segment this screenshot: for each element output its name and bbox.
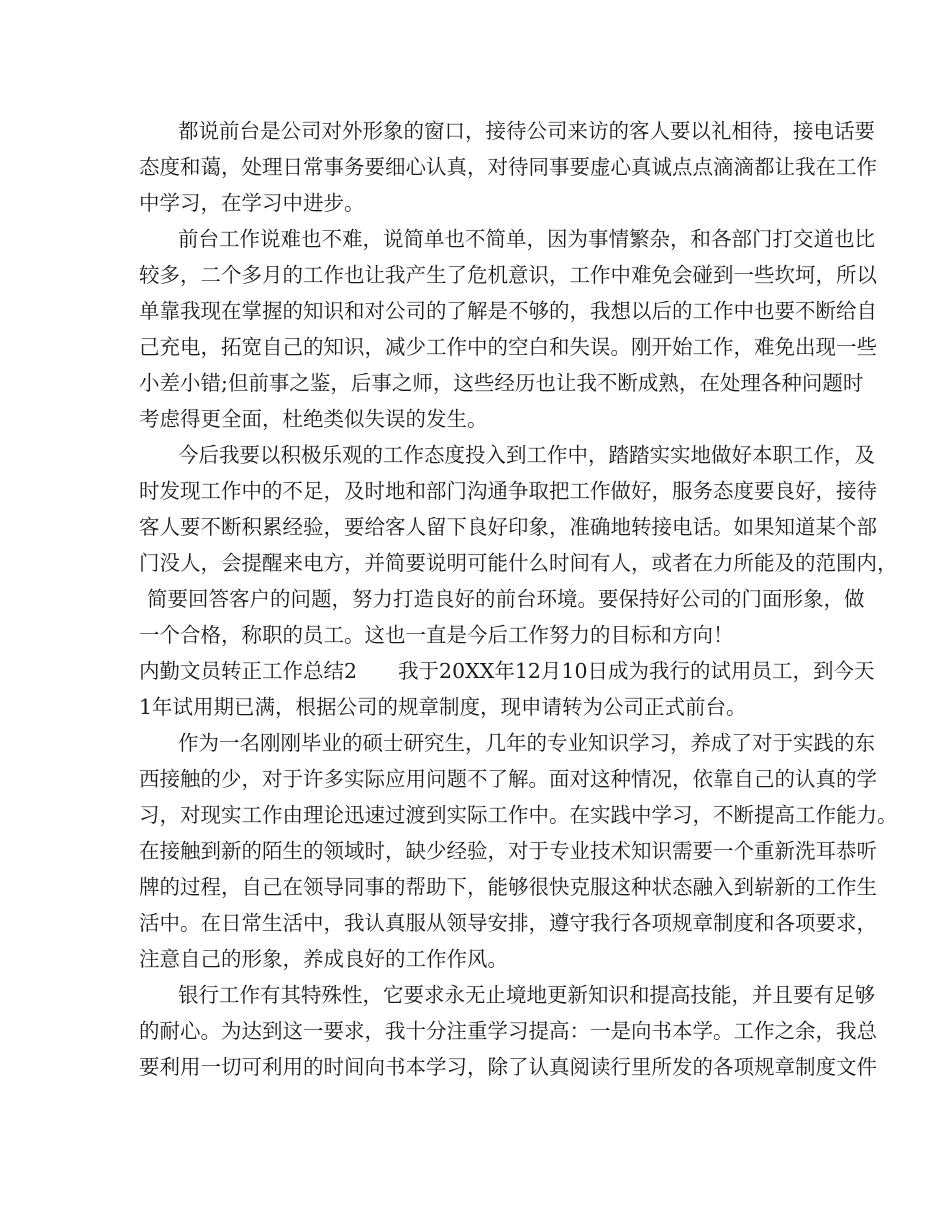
text-line: 客人要不断积累经验，要给客人留下良好印象，准确地转接电话。如果知道某个部 [139,515,877,539]
text-line: 门没人，会提醒来电方，并简要说明可能什么时间有人，或者在力所能及的范围内， [139,551,898,575]
text-line: 较多，二个多月的工作也让我产生了危机意识，工作中难免会碰到一些坎坷，所以 [139,263,877,287]
text-line: 小差小错;但前事之鉴，后事之师，这些经历也让我不断成熟，在处理各种问题时 [139,371,864,395]
text-line: 的耐心。为达到这一要求，我十分注重学习提高：一是向书本学。工作之余，我总 [139,1019,877,1043]
text-line: 活中。在日常生活中，我认真服从领导安排，遵守我行各项规章制度和各项要求， [139,911,877,935]
text-line: 要利用一切可利用的时间向书本学习，除了认真阅读行里所发的各项规章制度文件 [139,1055,877,1079]
text-line: 作为一名刚刚毕业的硕士研究生，几年的专业知识学习，养成了对于实践的东 [178,731,875,755]
text-line: 都说前台是公司对外形象的窗口，接待公司来访的客人要以礼相待，接电话要 [178,119,875,143]
text-line: 时发现工作中的不足，及时地和部门沟通争取把工作做好，服务态度要良好，接待 [139,479,877,503]
text-line: 在接触到新的陌生的领域时，缺少经验，对于专业技术知识需要一个重新洗耳恭听 [139,839,877,863]
text-line: 牌的过程，自己在领导同事的帮助下，能够很快克服这种状态融入到崭新的工作生 [139,875,877,899]
text-line: 今后我要以积极乐观的工作态度投入到工作中，踏踏实实地做好本职工作，及 [178,443,875,467]
text-line: 态度和蔼，处理日常事务要细心认真，对待同事要虚心真诚点点滴滴都让我在工作 [139,155,877,179]
text-line: 注意自己的形象，养成良好的工作作风。 [139,947,508,971]
text-line: 一个合格，称职的员工。这也一直是今后工作努力的目标和方向！ [139,623,734,647]
text-line: 中学习，在学习中进步。 [139,191,365,215]
text-line: 己充电，拓宽自己的知识，减少工作中的空白和失误。刚开始工作，难免出现一些 [139,335,877,359]
section-heading-line: 内勤文员转正工作总结2 我于20XX年12月10日成为我行的试用员工，到今天 [139,659,875,683]
text-line: 简要回答客户的问题，努力打造良好的前台环境。要保持好公司的门面形象，做 [147,587,865,611]
text-line: 习，对现实工作由理论迅速过渡到实际工作中。在实践中学习，不断提高工作能力。 [139,803,898,827]
text-line: 考虑得更全面，杜绝类似失误的发生。 [139,407,488,431]
text-line: 银行工作有其特殊性，它要求永无止境地更新知识和提高技能，并且要有足够 [178,983,875,1007]
text-line: 前台工作说难也不难，说简单也不简单，因为事情繁杂，和各部门打交道也比 [178,227,875,251]
text-line: 单靠我现在掌握的知识和对公司的了解是不够的，我想以后的工作中也要不断给自 [139,299,877,323]
text-line: 1年试用期已满，根据公司的规章制度，现申请转为公司正式前台。 [139,695,747,719]
text-line: 西接触的少，对于许多实际应用问题不了解。面对这种情况，依靠自己的认真的学 [139,767,877,791]
